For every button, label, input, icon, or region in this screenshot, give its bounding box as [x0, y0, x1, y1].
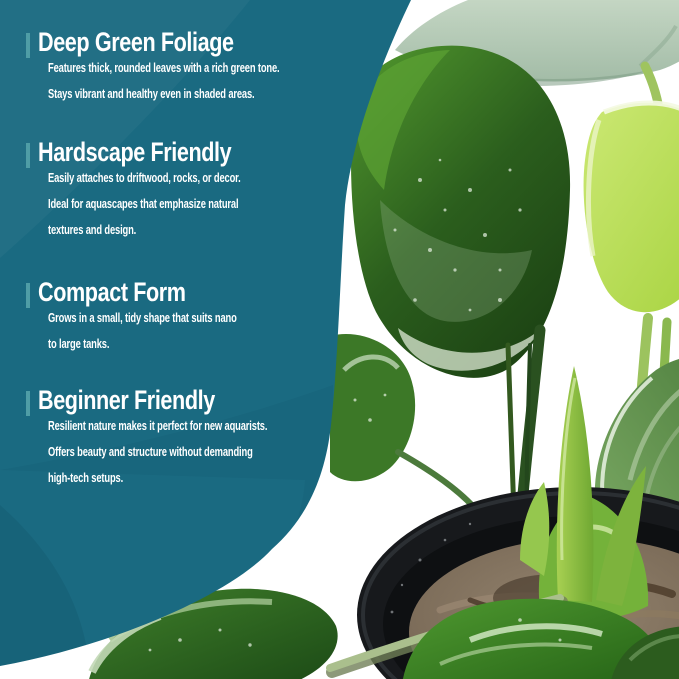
feature-description-line: Offers beauty and structure without demanding [48, 444, 253, 459]
feature-description-line: Features thick, rounded leaves with a rich green tone. [48, 60, 280, 75]
feature-section-hardscape-friendly [26, 136, 356, 243]
feature-title: Hardscape Friendly [38, 137, 232, 167]
feature-title: Beginner Friendly [38, 385, 215, 415]
accent-bar [26, 33, 30, 58]
feature-description-line: textures and design. [48, 222, 137, 237]
feature-section-beginner-friendly [26, 384, 356, 491]
accent-bar [26, 143, 30, 168]
feature-description-line: Ideal for aquascapes that emphasize natural [48, 196, 239, 211]
feature-description-line: high-tech setups. [48, 470, 124, 485]
feature-section-deep-green-foliage [26, 26, 356, 107]
feature-title: Deep Green Foliage [38, 27, 234, 57]
accent-bar [26, 283, 30, 308]
feature-description-line: Stays vibrant and healthy even in shaded areas. [48, 86, 255, 101]
accent-bar [26, 391, 30, 416]
feature-description-line: Easily attaches to driftwood, rocks, or decor. [48, 170, 241, 185]
feature-description-line: to large tanks. [48, 336, 110, 351]
feature-title: Compact Form [38, 277, 186, 307]
feature-description-line: Resilient nature makes it perfect for new aquarists. [48, 418, 268, 433]
feature-description-line: Grows in a small, tidy shape that suits nano [48, 310, 237, 325]
feature-section-compact-form [26, 276, 356, 357]
